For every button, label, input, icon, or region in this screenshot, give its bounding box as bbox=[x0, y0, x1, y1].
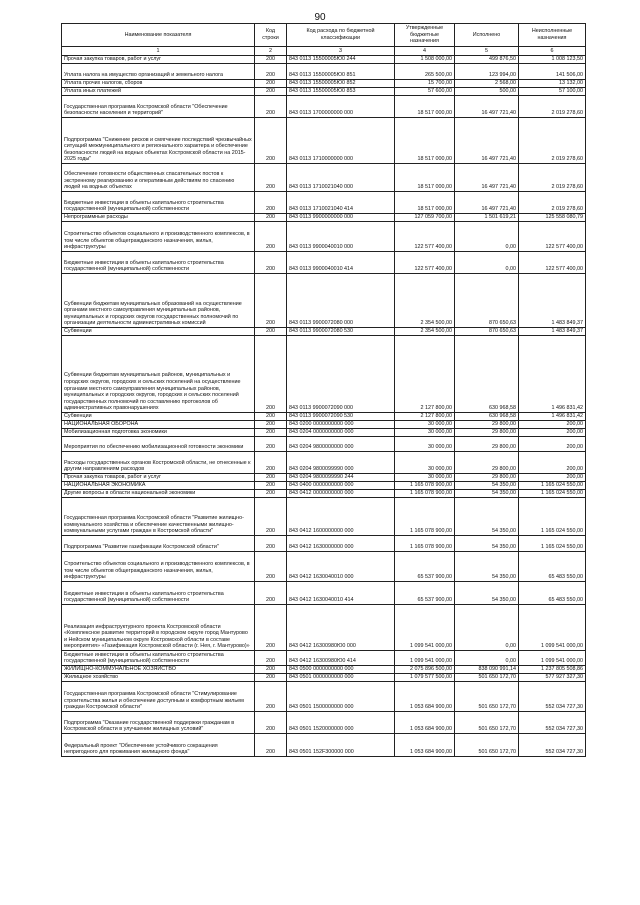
row-classification-code: 843 0412 1630040010 000 bbox=[287, 552, 395, 582]
row-name: Бюджетные инвестиции в объекты капитального строительства государственной (муниципальной) собственности bbox=[62, 192, 255, 214]
row-approved: 30 000,00 bbox=[395, 421, 455, 429]
row-approved: 2 075 896 500,00 bbox=[395, 666, 455, 674]
row-remaining: 2 019 278,60 bbox=[519, 164, 586, 192]
row-remaining: 1 165 024 550,00 bbox=[519, 482, 586, 490]
row-line-code: 200 bbox=[255, 118, 287, 164]
header-line-code: Код строки bbox=[255, 24, 287, 47]
row-name: Государственная программа Костромской области "Обеспечение безопасности населения и территорий" bbox=[62, 96, 255, 118]
row-approved: 1 053 684 900,00 bbox=[395, 682, 455, 712]
row-line-code: 200 bbox=[255, 252, 287, 274]
row-line-code: 200 bbox=[255, 482, 287, 490]
row-executed: 16 497 721,40 bbox=[455, 164, 519, 192]
row-classification-code: 843 0113 15500005Ю0 851 bbox=[287, 64, 395, 80]
row-executed: 123 994,00 bbox=[455, 64, 519, 80]
row-remaining: 1 496 831,42 bbox=[519, 336, 586, 413]
row-classification-code: 843 0113 9900072090 000 bbox=[287, 336, 395, 413]
table-row bbox=[62, 605, 586, 651]
row-line-code: 200 bbox=[255, 582, 287, 605]
row-approved: 1 079 577 500,00 bbox=[395, 674, 455, 682]
header-budget-classification-code: Код расхода по бюджетной классификации bbox=[287, 24, 395, 47]
table-header-row bbox=[62, 24, 586, 47]
row-name: Субвенции бюджетам муниципальных районов, муниципальных и городских округов, городских и сельских поселений на осуществление органами местного самоуправления муниципальных районов, муниципальных и городских округов, городских и сельских поселений государственных полномочий по составлению протоколов об административных правонарушениях bbox=[62, 336, 255, 413]
row-line-code: 200 bbox=[255, 164, 287, 192]
row-line-code: 200 bbox=[255, 682, 287, 712]
row-remaining: 200,00 bbox=[519, 437, 586, 452]
table-row bbox=[62, 552, 586, 582]
row-line-code: 200 bbox=[255, 413, 287, 421]
row-classification-code: 843 0113 1710021040 414 bbox=[287, 192, 395, 214]
row-executed: 630 968,58 bbox=[455, 413, 519, 421]
row-remaining: 1 008 123,50 bbox=[519, 56, 586, 64]
row-name: Субвенции bbox=[62, 413, 255, 421]
row-remaining: 13 132,00 bbox=[519, 80, 586, 88]
row-approved: 15 700,00 bbox=[395, 80, 455, 88]
table-row bbox=[62, 682, 586, 712]
row-classification-code: 843 0501 1500000000 000 bbox=[287, 682, 395, 712]
table-row bbox=[62, 56, 586, 64]
table-row bbox=[62, 164, 586, 192]
row-classification-code: 843 0501 152F300000 000 bbox=[287, 734, 395, 757]
row-approved: 18 517 000,00 bbox=[395, 192, 455, 214]
row-executed: 16 497 721,40 bbox=[455, 192, 519, 214]
row-approved: 2 127 800,00 bbox=[395, 413, 455, 421]
row-executed: 2 568,00 bbox=[455, 80, 519, 88]
row-executed: 870 650,63 bbox=[455, 274, 519, 328]
row-approved: 1 508 000,00 bbox=[395, 56, 455, 64]
row-line-code: 200 bbox=[255, 552, 287, 582]
table-body bbox=[62, 56, 586, 757]
row-remaining: 200,00 bbox=[519, 474, 586, 482]
row-classification-code: 843 0501 0000000000 000 bbox=[287, 674, 395, 682]
table-row bbox=[62, 328, 586, 336]
row-classification-code: 843 0113 9900040010 000 bbox=[287, 222, 395, 252]
header-executed: Исполнено bbox=[455, 24, 519, 47]
row-name: Обеспечение готовности общественных спасательных постов к экстренному реагированию и оперативным действиям по спасению людей на водных объектах bbox=[62, 164, 255, 192]
row-approved: 18 517 000,00 bbox=[395, 164, 455, 192]
row-classification-code: 843 0113 1710021040 000 bbox=[287, 164, 395, 192]
row-name: Уплата иных платежей bbox=[62, 88, 255, 96]
row-line-code: 200 bbox=[255, 214, 287, 222]
row-line-code: 200 bbox=[255, 80, 287, 88]
row-approved: 1 053 684 900,00 bbox=[395, 712, 455, 734]
row-executed: 838 090 991,14 bbox=[455, 666, 519, 674]
row-remaining: 552 034 727,30 bbox=[519, 734, 586, 757]
row-approved: 57 600,00 bbox=[395, 88, 455, 96]
row-line-code: 200 bbox=[255, 64, 287, 80]
row-remaining: 2 019 278,60 bbox=[519, 192, 586, 214]
row-line-code: 200 bbox=[255, 498, 287, 536]
row-remaining: 552 034 727,30 bbox=[519, 682, 586, 712]
row-executed: 54 350,00 bbox=[455, 552, 519, 582]
row-name: Бюджетные инвестиции в объекты капитального строительства государственной (муниципальной) собственности bbox=[62, 252, 255, 274]
row-executed: 29 800,00 bbox=[455, 452, 519, 474]
row-remaining: 577 927 327,30 bbox=[519, 674, 586, 682]
row-executed: 54 350,00 bbox=[455, 482, 519, 490]
table-row bbox=[62, 474, 586, 482]
row-approved: 2 354 500,00 bbox=[395, 274, 455, 328]
row-line-code: 200 bbox=[255, 222, 287, 252]
column-number-row bbox=[62, 47, 586, 56]
row-line-code: 200 bbox=[255, 328, 287, 336]
row-approved: 1 165 078 900,00 bbox=[395, 536, 455, 552]
row-name: Государственная программа Костромской области "Развитие жилищно-коммунального хозяйства и обеспечение качественными жилищно-коммунальными услугами граждан в Костромской области" bbox=[62, 498, 255, 536]
row-remaining: 122 577 400,00 bbox=[519, 222, 586, 252]
row-classification-code: 843 0412 0000000000 000 bbox=[287, 490, 395, 498]
row-executed: 501 650 172,70 bbox=[455, 712, 519, 734]
row-name: Подпрограмма "Снижение рисков и смягчение последствий чрезвычайных ситуаций межмуниципального и регионального характера и обеспечение безопасности людей на водных объектах Костромской области на 2015-2025 годы" bbox=[62, 118, 255, 164]
row-approved: 65 537 900,00 bbox=[395, 552, 455, 582]
row-line-code: 200 bbox=[255, 490, 287, 498]
row-remaining: 141 506,00 bbox=[519, 64, 586, 80]
row-classification-code: 843 0113 1710000000 000 bbox=[287, 118, 395, 164]
row-remaining: 2 019 278,60 bbox=[519, 96, 586, 118]
table-row bbox=[62, 96, 586, 118]
row-remaining: 1 237 805 508,86 bbox=[519, 666, 586, 674]
row-remaining: 1 099 541 000,00 bbox=[519, 605, 586, 651]
table-row bbox=[62, 651, 586, 666]
row-executed: 29 800,00 bbox=[455, 437, 519, 452]
table-row bbox=[62, 429, 586, 437]
row-line-code: 200 bbox=[255, 429, 287, 437]
row-classification-code: 843 0204 9800099990 000 bbox=[287, 452, 395, 474]
row-approved: 30 000,00 bbox=[395, 452, 455, 474]
row-approved: 1 165 078 900,00 bbox=[395, 498, 455, 536]
row-executed: 630 968,58 bbox=[455, 336, 519, 413]
row-name: Федеральный проект "Обеспечение устойчивого сокращения непригодного для проживания жилищного фонда" bbox=[62, 734, 255, 757]
row-name: Субвенции бюджетам муниципальных образований на осуществление органами местного самоуправления муниципальных районов, муниципальных и городских округов государственных полномочий по организации деятельности административных комиссий bbox=[62, 274, 255, 328]
row-approved: 65 537 900,00 bbox=[395, 582, 455, 605]
table-row bbox=[62, 421, 586, 429]
row-classification-code: 843 0113 15500005Ю0 852 bbox=[287, 80, 395, 88]
row-classification-code: 843 0204 0000000000 000 bbox=[287, 429, 395, 437]
row-name: Государственная программа Костромской области "Стимулирование строительства жилья и обеспечение доступным и комфортным жильем граждан Костромской области" bbox=[62, 682, 255, 712]
row-classification-code: 843 0412 1600000000 000 bbox=[287, 498, 395, 536]
row-approved: 1 165 078 900,00 bbox=[395, 490, 455, 498]
row-executed: 16 497 721,40 bbox=[455, 96, 519, 118]
row-remaining: 65 483 550,00 bbox=[519, 582, 586, 605]
row-remaining: 200,00 bbox=[519, 429, 586, 437]
row-approved: 18 517 000,00 bbox=[395, 118, 455, 164]
budget-execution-table bbox=[61, 23, 586, 757]
table-row bbox=[62, 274, 586, 328]
row-name: Уплата налога на имущество организаций и земельного налога bbox=[62, 64, 255, 80]
row-approved: 1 165 078 900,00 bbox=[395, 482, 455, 490]
row-remaining: 65 483 550,00 bbox=[519, 552, 586, 582]
row-classification-code: 843 0113 15500005Ю0 244 bbox=[287, 56, 395, 64]
row-executed: 54 350,00 bbox=[455, 582, 519, 605]
row-approved: 122 577 400,00 bbox=[395, 222, 455, 252]
column-number: 3 bbox=[287, 47, 395, 56]
row-executed: 54 350,00 bbox=[455, 498, 519, 536]
row-line-code: 200 bbox=[255, 452, 287, 474]
row-executed: 0,00 bbox=[455, 252, 519, 274]
row-classification-code: 843 0412 16300980Ю0 414 bbox=[287, 651, 395, 666]
row-name: Бюджетные инвестиции в объекты капитального строительства государственной (муниципальной) собственности bbox=[62, 582, 255, 605]
row-approved: 18 517 000,00 bbox=[395, 96, 455, 118]
row-name: Прочая закупка товаров, работ и услуг bbox=[62, 56, 255, 64]
table-row bbox=[62, 118, 586, 164]
row-remaining: 1 483 849,37 bbox=[519, 328, 586, 336]
row-name: Реализация инфраструктурного проекта Костромской области «Комплексное развитие территорий в городском округе город Мантурово и Нейском муниципальном округе Костромской области в составе мероприятия» «Газификация Костромской области (г. Нея, г. Мантурово)» bbox=[62, 605, 255, 651]
row-classification-code: 843 0204 9800099990 244 bbox=[287, 474, 395, 482]
table-row bbox=[62, 452, 586, 474]
row-executed: 29 800,00 bbox=[455, 421, 519, 429]
row-approved: 2 127 800,00 bbox=[395, 336, 455, 413]
row-line-code: 200 bbox=[255, 674, 287, 682]
column-number: 5 bbox=[455, 47, 519, 56]
row-remaining: 1 496 831,42 bbox=[519, 413, 586, 421]
row-classification-code: 843 0500 0000000000 000 bbox=[287, 666, 395, 674]
column-number: 6 bbox=[519, 47, 586, 56]
row-classification-code: 843 0113 1700000000 000 bbox=[287, 96, 395, 118]
row-classification-code: 843 0412 1630000000 000 bbox=[287, 536, 395, 552]
table-row bbox=[62, 490, 586, 498]
header-indicator-name: Наименование показателя bbox=[62, 24, 255, 47]
table-row bbox=[62, 64, 586, 80]
row-remaining: 125 558 080,79 bbox=[519, 214, 586, 222]
row-line-code: 200 bbox=[255, 605, 287, 651]
row-remaining: 200,00 bbox=[519, 421, 586, 429]
row-approved: 30 000,00 bbox=[395, 437, 455, 452]
table-row bbox=[62, 80, 586, 88]
row-name: Другие вопросы в области национальной экономики bbox=[62, 490, 255, 498]
row-executed: 501 650 172,70 bbox=[455, 682, 519, 712]
column-number: 4 bbox=[395, 47, 455, 56]
row-name: Мобилизационная подготовка экономики bbox=[62, 429, 255, 437]
row-remaining: 57 100,00 bbox=[519, 88, 586, 96]
row-executed: 16 497 721,40 bbox=[455, 118, 519, 164]
row-approved: 127 059 700,00 bbox=[395, 214, 455, 222]
row-line-code: 200 bbox=[255, 734, 287, 757]
table-row bbox=[62, 437, 586, 452]
row-name: Мероприятия по обеспечению мобилизационной готовности экономики bbox=[62, 437, 255, 452]
row-executed: 29 800,00 bbox=[455, 474, 519, 482]
row-line-code: 200 bbox=[255, 88, 287, 96]
row-line-code: 200 bbox=[255, 192, 287, 214]
row-name: НАЦИОНАЛЬНАЯ ОБОРОНА bbox=[62, 421, 255, 429]
row-line-code: 200 bbox=[255, 56, 287, 64]
row-remaining: 122 577 400,00 bbox=[519, 252, 586, 274]
row-classification-code: 843 0113 9900000000 000 bbox=[287, 214, 395, 222]
row-remaining: 1 483 849,37 bbox=[519, 274, 586, 328]
row-executed: 501 650 172,70 bbox=[455, 674, 519, 682]
row-executed: 0,00 bbox=[455, 651, 519, 666]
row-executed: 501 650 172,70 bbox=[455, 734, 519, 757]
row-classification-code: 843 0400 0000000000 000 bbox=[287, 482, 395, 490]
row-line-code: 200 bbox=[255, 96, 287, 118]
table-row bbox=[62, 582, 586, 605]
row-classification-code: 843 0501 1520000000 000 bbox=[287, 712, 395, 734]
row-executed: 29 800,00 bbox=[455, 429, 519, 437]
row-name: НАЦИОНАЛЬНАЯ ЭКОНОМИКА bbox=[62, 482, 255, 490]
column-number: 1 bbox=[62, 47, 255, 56]
row-remaining: 200,00 bbox=[519, 452, 586, 474]
header-approved-appropriations: Утвержденные бюджетные назначения bbox=[395, 24, 455, 47]
row-name: Подпрограмма "Оказание государственной поддержки гражданам в Костромской области в улучшении жилищных условий" bbox=[62, 712, 255, 734]
row-line-code: 200 bbox=[255, 651, 287, 666]
table-row bbox=[62, 498, 586, 536]
table-row bbox=[62, 252, 586, 274]
row-classification-code: 843 0113 9900040010 414 bbox=[287, 252, 395, 274]
row-name: Подпрограмма "Развитие газификации Костромской области" bbox=[62, 536, 255, 552]
table-row bbox=[62, 536, 586, 552]
table-row bbox=[62, 712, 586, 734]
row-name: Строительство объектов социального и производственного комплексов, в том числе объектов общегражданского назначения, жилья, инфраструктуры bbox=[62, 222, 255, 252]
row-executed: 0,00 bbox=[455, 222, 519, 252]
table-row bbox=[62, 214, 586, 222]
row-line-code: 200 bbox=[255, 336, 287, 413]
table-row bbox=[62, 666, 586, 674]
row-line-code: 200 bbox=[255, 666, 287, 674]
table-row bbox=[62, 674, 586, 682]
row-line-code: 200 bbox=[255, 712, 287, 734]
table-row bbox=[62, 222, 586, 252]
row-name: Прочая закупка товаров, работ и услуг bbox=[62, 474, 255, 482]
row-remaining: 1 165 024 550,00 bbox=[519, 490, 586, 498]
row-approved: 2 354 500,00 bbox=[395, 328, 455, 336]
row-approved: 1 099 541 000,00 bbox=[395, 651, 455, 666]
table-row bbox=[62, 734, 586, 757]
row-remaining: 1 165 024 550,00 bbox=[519, 536, 586, 552]
page-number: 90 bbox=[314, 12, 326, 23]
row-classification-code: 843 0113 9900072080 000 bbox=[287, 274, 395, 328]
row-name: Жилищное хозяйство bbox=[62, 674, 255, 682]
row-classification-code: 843 0113 9900072090 530 bbox=[287, 413, 395, 421]
row-line-code: 200 bbox=[255, 421, 287, 429]
row-approved: 122 577 400,00 bbox=[395, 252, 455, 274]
row-line-code: 200 bbox=[255, 274, 287, 328]
row-name: Уплата прочих налогов, сборов bbox=[62, 80, 255, 88]
row-executed: 499 876,50 bbox=[455, 56, 519, 64]
row-line-code: 200 bbox=[255, 437, 287, 452]
row-classification-code: 843 0113 15500005Ю0 853 bbox=[287, 88, 395, 96]
row-remaining: 2 019 278,60 bbox=[519, 118, 586, 164]
row-executed: 870 650,63 bbox=[455, 328, 519, 336]
column-number: 2 bbox=[255, 47, 287, 56]
table-row bbox=[62, 192, 586, 214]
row-classification-code: 843 0412 1630040010 414 bbox=[287, 582, 395, 605]
row-classification-code: 843 0412 16300980Ю0 000 bbox=[287, 605, 395, 651]
table-row bbox=[62, 336, 586, 413]
row-name: Бюджетные инвестиции в объекты капитального строительства государственной (муниципальной) собственности bbox=[62, 651, 255, 666]
row-classification-code: 843 0113 9900072080 530 bbox=[287, 328, 395, 336]
table-row bbox=[62, 88, 586, 96]
header-unexecuted-appropriations: Неисполненные назначения bbox=[519, 24, 586, 47]
row-approved: 1 053 684 900,00 bbox=[395, 734, 455, 757]
row-name: Субвенции bbox=[62, 328, 255, 336]
row-executed: 54 350,00 bbox=[455, 536, 519, 552]
row-classification-code: 843 0204 9800000000 000 bbox=[287, 437, 395, 452]
row-remaining: 1 099 541 000,00 bbox=[519, 651, 586, 666]
row-approved: 30 000,00 bbox=[395, 429, 455, 437]
row-approved: 30 000,00 bbox=[395, 474, 455, 482]
row-name: Расходы государственных органов Костромской области, не отнесенные к другим направлениям расходов bbox=[62, 452, 255, 474]
row-line-code: 200 bbox=[255, 474, 287, 482]
row-remaining: 1 165 024 550,00 bbox=[519, 498, 586, 536]
row-approved: 1 099 541 000,00 bbox=[395, 605, 455, 651]
row-remaining: 552 034 727,30 bbox=[519, 712, 586, 734]
table-row bbox=[62, 413, 586, 421]
row-name: Непрограммные расходы bbox=[62, 214, 255, 222]
row-executed: 500,00 bbox=[455, 88, 519, 96]
row-executed: 1 501 619,21 bbox=[455, 214, 519, 222]
table-row bbox=[62, 482, 586, 490]
row-name: Строительство объектов социального и производственного комплексов, в том числе объектов общегражданского назначения, жилья, инфраструктуры bbox=[62, 552, 255, 582]
row-line-code: 200 bbox=[255, 536, 287, 552]
row-executed: 54 350,00 bbox=[455, 490, 519, 498]
row-approved: 265 500,00 bbox=[395, 64, 455, 80]
row-name: ЖИЛИЩНО-КОММУНАЛЬНОЕ ХОЗЯЙСТВО bbox=[62, 666, 255, 674]
row-executed: 0,00 bbox=[455, 605, 519, 651]
row-classification-code: 843 0200 0000000000 000 bbox=[287, 421, 395, 429]
